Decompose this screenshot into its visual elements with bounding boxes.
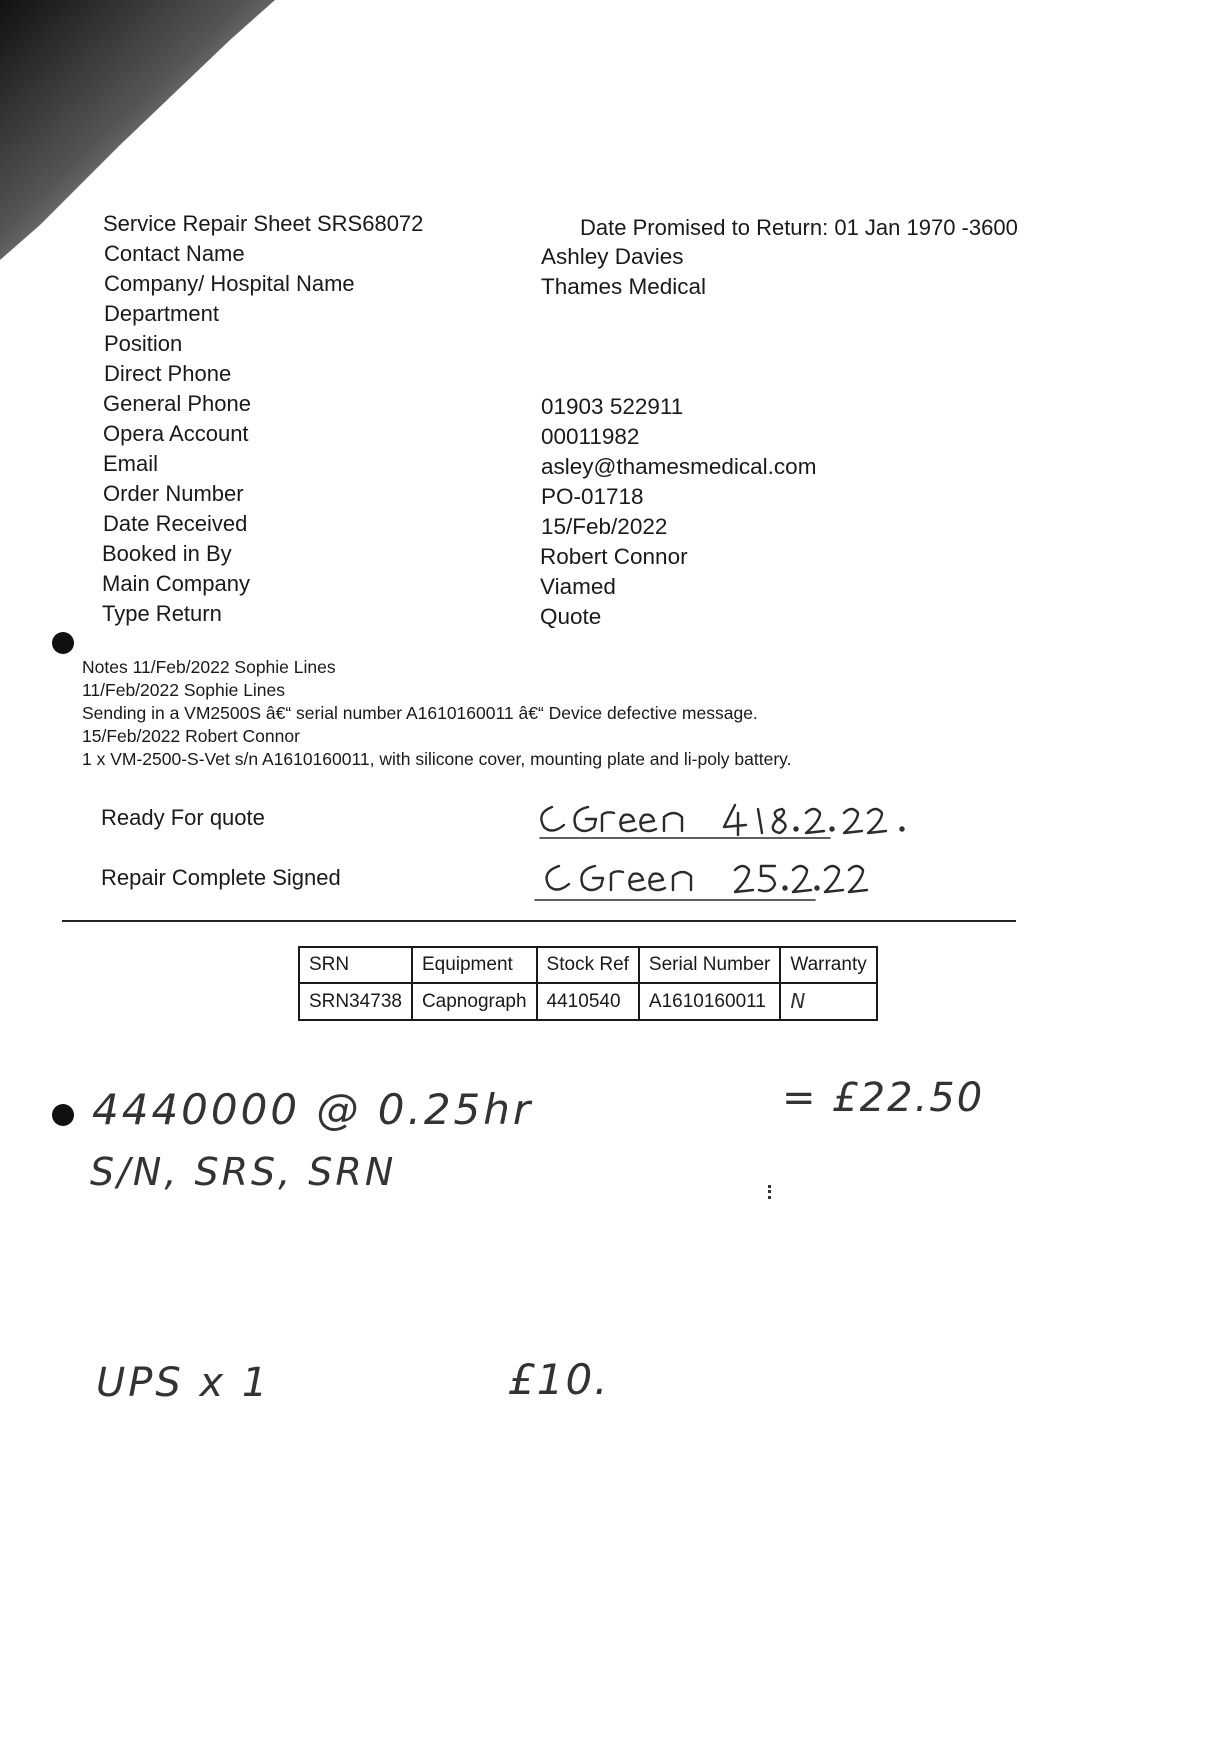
field-value-booked-in-by: Robert Connor bbox=[540, 544, 688, 569]
ready-for-quote-label: Ready For quote bbox=[101, 805, 265, 830]
field-label-department: Department bbox=[104, 301, 219, 326]
field-value-email: asley@thamesmedical.com bbox=[541, 454, 817, 479]
note-line: 1 x VM-2500-S-Vet s/n A1610160011, with silicone cover, mounting plate and li-poly battery. bbox=[82, 749, 792, 769]
repair-complete-signature bbox=[535, 852, 915, 902]
col-header-equipment: Equipment bbox=[412, 947, 537, 983]
field-value-type-return: Quote bbox=[540, 604, 602, 629]
field-value-contact-name: Ashley Davies bbox=[541, 244, 684, 269]
field-label-main-company: Main Company bbox=[102, 571, 250, 596]
handwritten-total-3: £10. bbox=[508, 1355, 610, 1404]
field-value-opera-account: 00011982 bbox=[541, 424, 640, 449]
repair-complete-label: Repair Complete Signed bbox=[101, 865, 341, 890]
field-value-order-number: PO-01718 bbox=[541, 484, 644, 509]
note-line: 15/Feb/2022 Robert Connor bbox=[82, 726, 300, 746]
col-header-stock-ref: Stock Ref bbox=[537, 947, 639, 983]
section-divider bbox=[62, 920, 1016, 922]
punch-hole-mark bbox=[52, 1104, 74, 1126]
warranty-handwritten-value: N bbox=[790, 989, 806, 1013]
field-label-order-number: Order Number bbox=[103, 481, 244, 506]
field-label-general-phone: General Phone bbox=[103, 391, 251, 416]
handwritten-line-1: 4440000 @ 0.25hr bbox=[92, 1085, 534, 1134]
field-label-position: Position bbox=[104, 331, 183, 356]
note-line: Sending in a VM2500S â€“ serial number A1610160011 â€“ Device defective message. bbox=[82, 703, 758, 723]
handwritten-line-2: S/N, SRS, SRN bbox=[90, 1150, 397, 1194]
handwritten-total-1: = £22.50 bbox=[782, 1075, 985, 1121]
cell-equipment: Capnograph bbox=[412, 983, 537, 1020]
note-line: Notes 11/Feb/2022 Sophie Lines bbox=[82, 657, 336, 677]
field-value-general-phone: 01903 522911 bbox=[541, 394, 684, 419]
cell-stock-ref: 4410540 bbox=[537, 983, 639, 1020]
col-header-serial-number: Serial Number bbox=[639, 947, 780, 983]
field-label-opera-account: Opera Account bbox=[103, 421, 249, 446]
col-header-warranty: Warranty bbox=[780, 947, 876, 983]
field-label-contact-name: Contact Name bbox=[104, 241, 245, 266]
handwritten-line-3: UPS x 1 bbox=[96, 1360, 271, 1406]
field-label-direct-phone: Direct Phone bbox=[104, 361, 232, 386]
note-line: 11/Feb/2022 Sophie Lines bbox=[82, 680, 286, 700]
field-value-company: Thames Medical bbox=[541, 274, 707, 299]
field-label-booked-in-by: Booked in By bbox=[102, 541, 232, 566]
date-promised: Date Promised to Return: 01 Jan 1970 -3600 bbox=[580, 215, 1018, 240]
field-value-main-company: Viamed bbox=[540, 574, 616, 599]
ready-for-quote-signature bbox=[530, 795, 950, 840]
cell-srn: SRN34738 bbox=[299, 983, 412, 1020]
field-label-type-return: Type Return bbox=[102, 601, 222, 626]
cell-warranty bbox=[780, 983, 876, 1020]
equipment-table bbox=[298, 946, 878, 1021]
table-header-row bbox=[299, 947, 877, 983]
punch-hole-mark bbox=[52, 632, 74, 654]
stray-mark bbox=[768, 1185, 776, 1199]
col-header-srn: SRN bbox=[299, 947, 412, 983]
field-label-date-received: Date Received bbox=[103, 511, 248, 536]
field-label-company: Company/ Hospital Name bbox=[104, 271, 355, 296]
sheet-title: Service Repair Sheet SRS68072 bbox=[103, 211, 424, 236]
table-row bbox=[299, 983, 877, 1020]
field-label-email: Email bbox=[103, 451, 159, 476]
field-value-date-received: 15/Feb/2022 bbox=[541, 514, 668, 539]
cell-serial-number: A1610160011 bbox=[639, 983, 780, 1020]
